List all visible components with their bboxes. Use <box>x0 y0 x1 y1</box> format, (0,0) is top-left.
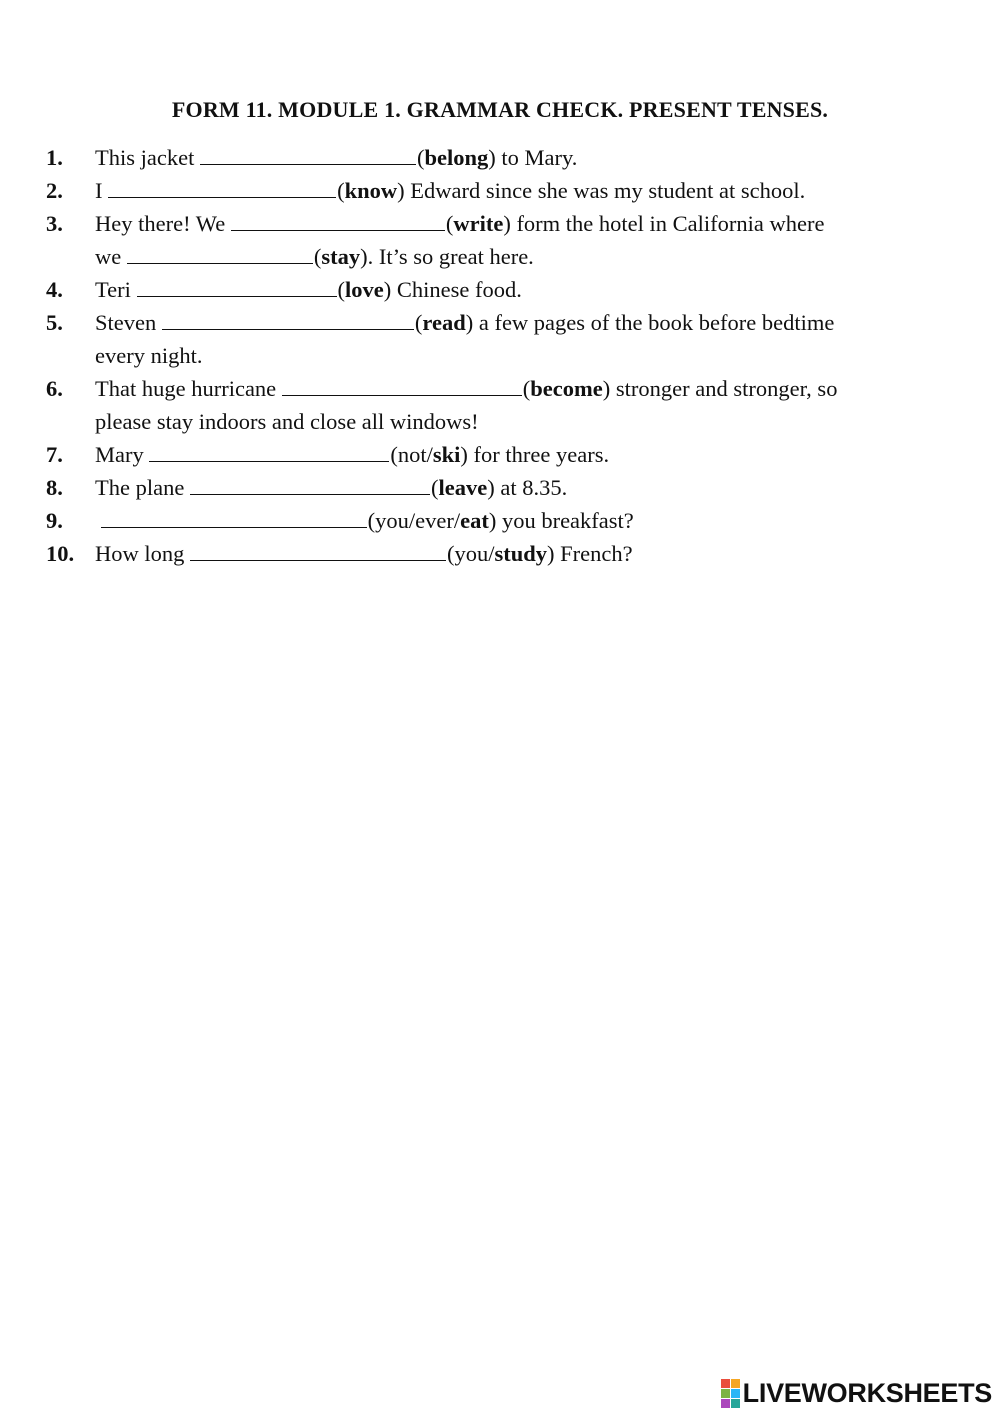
question-7 <box>46 438 946 471</box>
hint-close: ) <box>503 211 511 236</box>
question-text <box>95 273 946 306</box>
question-text <box>95 471 946 504</box>
question-8 <box>46 471 946 504</box>
question-number: 2. <box>46 178 63 203</box>
verb-hint: love <box>345 277 384 302</box>
question-number: 4. <box>46 277 63 302</box>
liveworksheets-logo <box>721 1377 992 1409</box>
hint-close: ) <box>602 376 611 401</box>
liveworksheets-logo-icon <box>721 1379 740 1408</box>
question-2 <box>46 174 946 207</box>
verb-hint: study <box>494 541 548 566</box>
question-9 <box>46 504 946 537</box>
logo-square <box>721 1379 730 1388</box>
hint-open: (you/ <box>447 541 495 566</box>
answer-blank-4[interactable] <box>137 274 337 297</box>
hint-close: ) <box>488 145 496 170</box>
question-text <box>95 537 946 570</box>
answer-blank-3b[interactable] <box>127 241 313 264</box>
answer-blank-5[interactable] <box>162 307 414 330</box>
question-text-post-2: ). It’s so great here. <box>360 244 534 269</box>
logo-square <box>731 1389 740 1398</box>
question-text-pre: Steven <box>95 310 162 335</box>
question-text-post: stronger and stronger, so <box>610 376 838 401</box>
hint-open: (not/ <box>390 442 433 467</box>
hint-open: ( <box>445 211 454 236</box>
verb-hint: leave <box>438 475 488 500</box>
question-number: 10. <box>46 541 75 566</box>
question-text <box>95 438 946 471</box>
question-text <box>95 306 946 372</box>
question-number: 1. <box>46 145 63 170</box>
question-text-pre: Hey there! We <box>95 211 231 236</box>
hint-open: ( <box>313 244 322 269</box>
question-text-pre: That huge hurricane <box>95 376 282 401</box>
question-text-pre: The plane <box>95 475 190 500</box>
hint-open: ( <box>522 376 531 401</box>
question-text-pre: This jacket <box>95 145 200 170</box>
question-text-line-2: every night. <box>95 343 203 368</box>
question-text-post: for three years. <box>467 442 610 467</box>
answer-blank-10[interactable] <box>190 538 446 561</box>
question-text-post: French? <box>554 541 633 566</box>
logo-square <box>731 1399 740 1408</box>
hint-close: ) <box>487 475 495 500</box>
question-number: 5. <box>46 310 63 335</box>
question-4 <box>46 273 946 306</box>
question-number: 3. <box>46 211 63 236</box>
answer-blank-7[interactable] <box>149 439 389 462</box>
hint-close: ) <box>488 508 497 533</box>
question-number: 7. <box>46 442 63 467</box>
question-text-post: a few pages of the book before bedtime <box>473 310 835 335</box>
question-10 <box>46 537 946 570</box>
question-text-pre: Mary <box>95 442 150 467</box>
question-text-pre-2: we <box>95 244 127 269</box>
answer-blank-9[interactable] <box>101 505 367 528</box>
hint-close: ) <box>397 178 405 203</box>
question-text-pre: I <box>95 178 109 203</box>
question-text-pre: How long <box>95 541 190 566</box>
question-text <box>95 174 946 207</box>
question-number: 6. <box>46 376 63 401</box>
question-text-post: at 8.35. <box>494 475 568 500</box>
question-text <box>95 372 946 438</box>
answer-blank-2[interactable] <box>108 175 336 198</box>
question-text <box>95 504 946 537</box>
verb-hint: ski <box>432 442 461 467</box>
verb-hint: read <box>422 310 466 335</box>
hint-open: ( <box>430 475 439 500</box>
verb-hint: belong <box>424 145 489 170</box>
hint-open: ( <box>337 277 346 302</box>
hint-close: ) <box>383 277 392 302</box>
verb-hint-2: stay <box>321 244 361 269</box>
hint-open: (you/ever/ <box>367 508 461 533</box>
question-text <box>95 207 946 273</box>
question-text-post: Chinese food. <box>391 277 522 302</box>
answer-blank-1[interactable] <box>200 142 416 165</box>
verb-hint: become <box>530 376 603 401</box>
hint-open: ( <box>337 178 345 203</box>
question-text-post: to Mary. <box>495 145 578 170</box>
logo-square <box>721 1399 730 1408</box>
page-title: FORM 11. MODULE 1. GRAMMAR CHECK. PRESENT TENSES. <box>171 97 829 122</box>
question-number: 9. <box>46 508 63 533</box>
hint-close: ) <box>547 541 555 566</box>
hint-open: ( <box>416 145 425 170</box>
answer-blank-3a[interactable] <box>231 208 445 231</box>
question-text-pre: Teri <box>95 277 137 302</box>
question-number: 8. <box>46 475 63 500</box>
question-text <box>95 141 946 174</box>
hint-close: ) <box>460 442 468 467</box>
question-text-post: you breakfast? <box>496 508 634 533</box>
logo-text: LIVEWORKSHEETS <box>742 1377 992 1408</box>
question-text-line-2: please stay indoors and close all windows! <box>95 409 479 434</box>
question-text-post: Edward since she was my student at school. <box>404 178 806 203</box>
question-1 <box>46 141 946 174</box>
question-3 <box>46 207 946 273</box>
verb-hint: eat <box>460 508 489 533</box>
logo-square <box>721 1389 730 1398</box>
answer-blank-8[interactable] <box>190 472 430 495</box>
logo-square <box>731 1379 740 1388</box>
question-5 <box>46 306 946 372</box>
question-text-post: form the hotel in California where <box>510 211 825 236</box>
question-list <box>46 141 946 570</box>
verb-hint: know <box>344 178 398 203</box>
question-6 <box>46 372 946 438</box>
hint-open: ( <box>414 310 423 335</box>
answer-blank-6[interactable] <box>282 373 522 396</box>
hint-close: ) <box>465 310 474 335</box>
verb-hint: write <box>453 211 504 236</box>
